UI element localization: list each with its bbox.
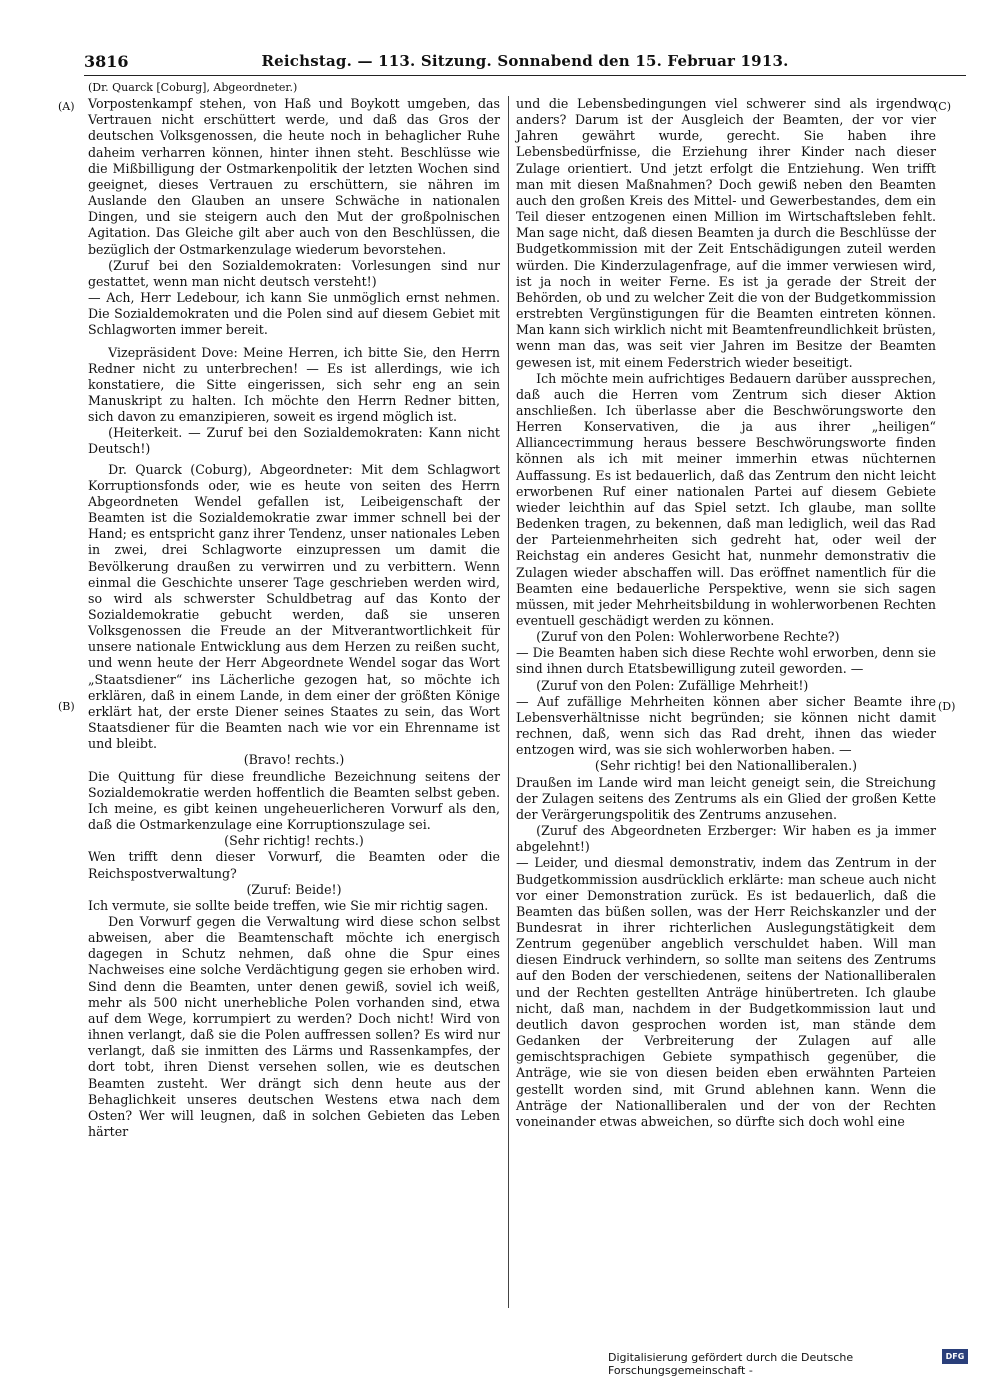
margin-mark-b: (B) xyxy=(58,700,75,713)
page-number: 3816 xyxy=(84,52,129,71)
margin-mark-a: (A) xyxy=(58,100,75,113)
left-column xyxy=(88,80,500,1140)
interjection: (Zuruf von den Polen: Zufällige Mehrheit!) xyxy=(536,677,809,693)
interjection: (Zuruf: Beide!) xyxy=(246,881,342,897)
paragraph: Vorpostenkampf stehen, von Haß und Boykott umgeben, das Vertrauen nicht erschüttert werde, und daß das Gros der deutschen Volksgenossen, die heute noch in behaglicher Ruhe daheim verharren können, hinter ihnen steht. Beschlüsse wie die Mißbilligung der Ostmarkenpolitik der letzten Wochen sind geeignet, dieses Vertrauen zu erschüttern, sie nähren im Auslande den Glauben an unsere Schwäche in nationalen Dingen, und sie steigern auch den Mut der großpolnischen Agitation. Das Gleiche gilt aber auch von den Beschlüssen, die bezüglich der Ostmarkenzulage wiederum bevorstehen. xyxy=(88,96,500,257)
interjection: (Zuruf bei den Sozialdemokraten: Vorlesungen sind nur gestattet, wenn man nicht deutsch versteht!) xyxy=(88,257,500,289)
interjection: (Zuruf von den Polen: Wohlerworbene Rechte?) xyxy=(536,629,840,645)
interjection: (Heiterkeit. — Zuruf bei den Sozialdemokraten: Kann nicht Deutsch!) xyxy=(88,425,500,457)
paragraph: Ich möchte mein aufrichtiges Bedauern darüber aussprechen, daß auch die Herren vom Zentrum sich dieser Aktion anschließen. Ich überlasse aber die Beschwörungsworte den Herren Konservativen, die ja aus ihrer „heiligen“ Allianceстimmung heraus bessere Beschwörungsworte finden können als ich mit meiner immerhin etwas nüchternen Auffassung. Es ist bedauerlich, daß das Zentrum den nicht leicht erworbenen Ruf einer nationalen Partei auf diesem Gebiete wieder leichthin auf das Spiel setzt. Ich glaube, man sollte Bedenken tragen, zu bekennen, daß man lediglich, weil das Rad der Parteienmehrheiten sich gedreht hat, oder weil der Reichstag ein anderes Gesicht hat, nunmehr demonstrativ die Zulagen wieder abschaffen will. Das eröffnet namentlich für die Beamten eine bedauerliche Perspektive, wenn sie sich sagen müssen, mit jeder Mehrheitsbildung in wohlerworbenen Rechten eventuell geschädigt werden zu können. xyxy=(516,370,936,628)
paragraph: — Leider, und diesmal demonstrativ, indem das Zentrum in der Budgetkommission ausdrücklich erklärte: man scheue auch nicht vor einer Demonstration zurück. Es ist bedauerlich, daß die Beamten das büßen sollen, was der Herr Reichskanzler und der Bundesrat in ihrer richterlichen Auslegungstätigkeit dem Zentrum gegenüber angeblich verschuldet haben. Will man diesen Eindruck verhindern, so sollte man seitens des Zentrums auf den Boden der verschiedenen, seitens der Nationalliberalen und der Rechten gestellten Anträge hinübertreten. Ich glaube nicht, daß man, nachdem in der Budgetkommission laut und deutlich davon gesprochen worden ist, man stände dem Gedanken der Verbreiterung der Zulagen auf alle gemischtsprachigen Gebiete sympathisch gegenüber, die Anträge, wie sie von diesen beiden eben erwähnten Parteien gestellt worden sind, mit Grund ablehnen kann. Wenn die Anträge der Nationalliberalen und der von der Rechten voneinander etwas abweichen, so dürfte sich doch wohl eine xyxy=(516,855,936,1129)
paragraph: — Ach, Herr Ledebour, ich kann Sie unmöglich ernst nehmen. Die Sozialdemokraten und die Polen sind auf diesem Gebiet mit Schlagworten immer bereit. xyxy=(88,290,500,338)
margin-mark-c: (C) xyxy=(934,100,951,113)
column-divider xyxy=(508,96,509,1308)
footer-credit: Digitalisierung gefördert durch die Deutsche Forschungsgemeinschaft - xyxy=(608,1351,854,1377)
paragraph: Ich vermute, sie sollte beide treffen, wie Sie mir richtig sagen. xyxy=(88,897,489,913)
interjection: (Zuruf des Abgeordneten Erzberger: Wir haben es ja immer abgelehnt!) xyxy=(516,823,936,855)
dfg-logo: DFG xyxy=(942,1349,968,1364)
paragraph: Draußen im Lande wird man leicht geneigt sein, die Streichung der Zulagen seitens des Zentrums als ein Glied der großen Kette der Verärgerungspolitik des Zentrums anzusehen. xyxy=(516,774,936,822)
paragraph: Dr. Quarck (Coburg), Abgeordneter: Mit dem Schlagwort Korruptionsfonds oder, wie es heute von seiten des Herrn Abgeordneten Wendel gefallen ist, Leibeigenschaft der Beamten ist die Sozialdemokratie zwar immer schnell bei der Hand; es entspricht ganz ihrer Tendenz, unser nationales Leben in zwei, drei Schlagworte einzupressen um damit die Bevölkerung draußen zu verwirren und zu verbittern. Wenn einmal die Geschichte unserer Tage geschrieben werden wird, so wird als schwerster Schuldbetrag auf das Konto der Sozialdemokratie gebucht werden, daß sie unseren Volksgenossen die Freude an der Mitverantwortlichkeit für unsere nationale Entwicklung aus dem Herzen zu reißen sucht, und wenn heute der Herr Abgeordnete Wendel sogar das Wort „Staatsdiener“ ins Lächerliche gezogen hat, so möchte ich erklären, daß in einem Lande, in dem einer der größten Könige erklärt hat, der erste Diener seines Staates zu sein, das Wort Staatsdiener für die Beamten nach wie vor ein Ehrenname ist und bleibt. xyxy=(88,461,500,752)
speaker-continuation: (Dr. Quarck [Coburg], Abgeordneter.) xyxy=(88,81,298,94)
paragraph: Wen trifft denn dieser Vorwurf, die Beamten oder die Reichspostverwaltung? xyxy=(88,849,500,881)
interjection: (Bravo! rechts.) xyxy=(243,752,345,768)
paragraph: — Auf zufällige Mehrheiten können aber sicher Beamte ihre Lebensverhältnisse nicht begründen; sie können nicht damit rechnen, daß, wenn sich das Rad dreht, ihnen das wieder entzogen wird, was sie sich wohlerworben haben. — xyxy=(516,693,936,758)
interjection: (Sehr richtig! bei den Nationalliberalen.) xyxy=(594,758,858,774)
interjection: (Sehr richtig! rechts.) xyxy=(224,833,364,849)
paragraph: Die Quittung für diese freundliche Bezeichnung seitens der Sozialdemokratie werden hoffentlich die Beamten selbst geben. Ich meine, es gibt keinen ungeheuerlicheren Vorwurf als den, daß die Ostmarkenzulage eine Korruptionszulage sei. xyxy=(88,768,500,833)
paragraph: — Die Beamten haben sich diese Rechte wohl erworben, denn sie sind ihnen durch Etatsbewilligung zuteil geworden. — xyxy=(516,645,936,677)
paragraph: Vizepräsident Dove: Meine Herren, ich bitte Sie, den Herrn Redner nicht zu unterbrechen! — Es ist allerdings, wie ich konstatiere, die Sitte eingerissen, sich sehr eng an sein Manuskript zu halten. Ich möchte den Herrn Redner bitten, sich davon zu emanzipieren, soweit es irgend möglich ist. xyxy=(88,344,500,425)
paragraph: und die Lebensbedingungen viel schwerer sind als irgendwo anders? Darum ist der Ausgleich der Beamten, der vor vier Jahren gewährt wurde, gerecht. Sie haben ihre Lebensbedürfnisse, die Erziehung ihrer Kinder nach dieser Zulage orientiert. Und jetzt erfolgt die Entziehung. Wen trifft man mit diesen Maßnahmen? Doch gewiß neben den Beamten auch den großen Kreis des Mittel- und Gewerbestandes, dem ein Teil dieser entzogenen einen Million im Wirtschaftsleben fehlt. Man sage nicht, daß diesen Beamten ja durch die Beschlüsse der Budgetkommission mit der Zeit Entschädigungen zuteil werden würden. Die Kinderzulagenfrage, auf die immer verwiesen wird, ist ja noch in weiter Ferne. Es ist ja gerade der Streit der Behörden, ob und zu welcher Zeit die von der Budgetkommission erstrebten Vergünstigungen für die Beamten eintreten können. Man kann sich wirklich nicht mit Beamtenfreundlichkeit brüsten, wenn man das, was seit vier Jahren im Besitze der Beamten gewesen ist, mit einem Federstrich wieder beseitigt. xyxy=(516,96,936,370)
header-rule xyxy=(84,75,966,76)
paragraph: Den Vorwurf gegen die Verwaltung wird diese schon selbst abweisen, aber die Beamtenschaft möchte ich energisch dagegen in Schutz nehmen, daß ohne die Spur eines Nachweises eine solche Verdächtigung gegen sie erhoben wird. Sind denn die Beamten, unter denen gewiß, soviel ich weiß, mehr als 500 nicht unerhebliche Polen vorhanden sind, etwa auf dem Wege, korrumpiert zu werden? Doch nicht! Wird von ihnen verlangt, daß sie die Polen auffressen sollen? Es wird nur verlangt, daß sie inmitten des Lärms und Rassenkampfes, der dort tobt, ihren Dienst versehen sollen, wie es deutschen Beamten zusteht. Wer drängt sich denn heute aus der Behaglichkeit unseres deutschen Westens etwa nach dem Osten? Wer will leugnen, daß in solchen Gebieten das Leben härter xyxy=(88,913,500,1139)
page-header xyxy=(84,52,966,74)
footer xyxy=(608,1348,968,1377)
right-column xyxy=(516,96,936,1130)
running-title: Reichstag. — 113. Sitzung. Sonnabend den 15. Februar 1913. xyxy=(261,52,789,70)
margin-mark-d: (D) xyxy=(938,700,956,713)
